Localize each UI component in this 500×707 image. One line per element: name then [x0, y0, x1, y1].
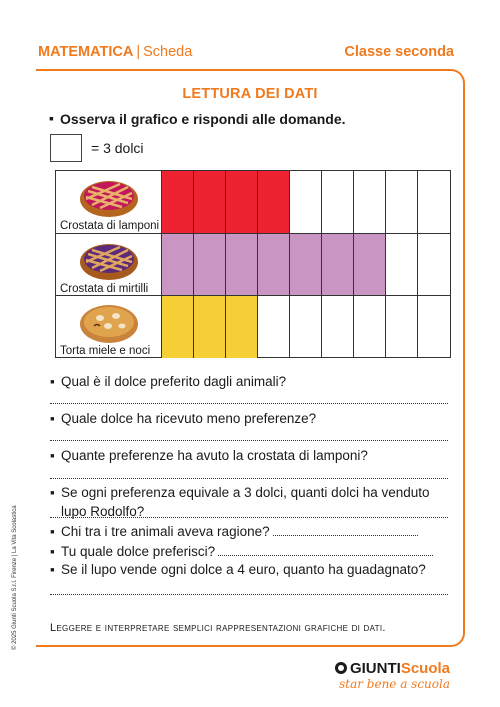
row-label: Crostata di mirtilli — [60, 283, 149, 295]
filled-cell — [194, 171, 226, 233]
page-header — [38, 44, 454, 64]
brand-name-a: GIUNTI — [349, 660, 401, 677]
table-row — [56, 171, 450, 233]
filled-cell — [290, 234, 322, 296]
row-label-cell — [56, 171, 162, 233]
filled-cell — [226, 171, 258, 233]
filled-cell — [226, 234, 258, 296]
empty-cell — [322, 171, 354, 233]
question-text: Tu quale dolce preferisci? — [61, 544, 433, 559]
answer-line[interactable] — [273, 534, 418, 536]
publisher-logo — [335, 660, 450, 691]
subject-label — [38, 44, 192, 60]
class-label: Classe seconda — [344, 44, 454, 60]
question-text: Chi tra i tre animali aveva ragione? — [61, 524, 418, 539]
filled-cell — [162, 296, 194, 358]
filled-cell — [354, 234, 386, 296]
empty-cell — [322, 296, 354, 358]
instruction-text: Osserva il grafico e rispondi alle domande. — [60, 111, 346, 127]
row-label-cell — [56, 234, 162, 296]
empty-cell — [354, 296, 386, 358]
learning-goal: Leggere e interpretare semplici rappresentazioni grafiche di dati. — [50, 622, 386, 634]
row-label: Torta miele e noci — [60, 345, 151, 357]
empty-cell — [418, 234, 450, 296]
answer-line[interactable] — [50, 517, 448, 519]
question-continuation: lupo Rodolfo? — [61, 504, 145, 519]
filled-cell — [194, 234, 226, 296]
empty-cell — [290, 171, 322, 233]
filled-cell — [194, 296, 226, 358]
pictogram-table — [55, 170, 451, 358]
empty-cell — [386, 171, 418, 233]
empty-cell — [418, 296, 450, 358]
row-label: Crostata di lamponi — [60, 220, 160, 232]
subject-text: MATEMATICA — [38, 44, 134, 60]
legend-text: = 3 dolci — [91, 140, 144, 156]
answer-line[interactable] — [218, 554, 433, 556]
table-row — [56, 233, 450, 296]
answer-line[interactable] — [50, 440, 448, 442]
empty-cell — [386, 296, 418, 358]
filled-cell — [226, 296, 258, 358]
publisher-slogan: star bene a scuola — [339, 677, 450, 691]
question-text: Quante preferenze ha avuto la crostata di lamponi? — [61, 448, 368, 463]
question-text: Se il lupo vende ogni dolce a 4 euro, quanto ha guadagnato? — [61, 562, 426, 577]
honey-walnut-cake-icon — [78, 300, 140, 344]
publisher-name — [335, 660, 450, 677]
instruction — [50, 111, 346, 127]
answer-line[interactable] — [50, 403, 448, 405]
question-text: Quale dolce ha ricevuto meno preferenze? — [61, 411, 317, 426]
answer-line[interactable] — [50, 594, 448, 596]
filled-cell — [322, 234, 354, 296]
raspberry-tart-icon — [78, 175, 140, 219]
empty-cell — [354, 171, 386, 233]
sheet-label: Scheda — [143, 44, 193, 60]
filled-cell — [162, 234, 194, 296]
row-label-cell — [56, 296, 162, 358]
brand-name-b: Scuola — [400, 660, 450, 677]
question-text: Se ogni preferenza equivale a 3 dolci, quanti dolci ha venduto — [61, 485, 430, 500]
question-text: Qual è il dolce preferito dagli animali? — [61, 374, 287, 389]
empty-cell — [290, 296, 322, 358]
table-row — [56, 295, 450, 358]
filled-cell — [162, 171, 194, 233]
empty-cell — [258, 296, 290, 358]
worksheet-title: LETTURA DEI DATI — [182, 86, 318, 102]
filled-cell — [258, 171, 290, 233]
blueberry-tart-icon — [78, 238, 140, 282]
copyright-text: © 2025 Giunti Scuola S.r.l. Firenze | La Vita Scolastica — [12, 505, 18, 650]
header-separator: | — [136, 44, 141, 60]
empty-cell — [386, 234, 418, 296]
answer-line[interactable] — [50, 478, 448, 480]
legend-square — [50, 134, 82, 162]
filled-cell — [258, 234, 290, 296]
empty-cell — [418, 171, 450, 233]
logo-mark-icon — [335, 662, 347, 674]
